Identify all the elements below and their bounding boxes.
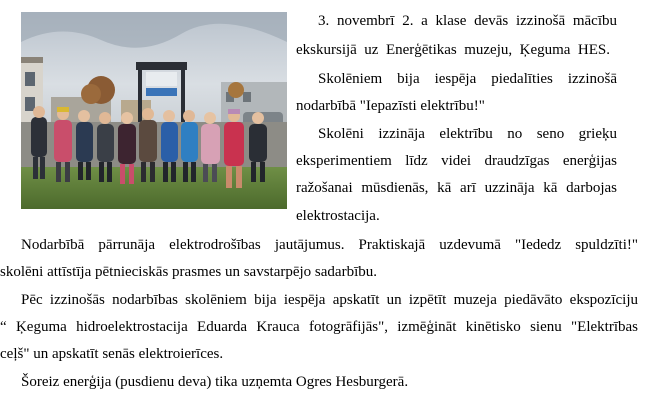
paragraph-5-line-3: ceļš" un apskatīt senās elektroierīces. — [0, 346, 224, 362]
paragraph-3-line-4: elektrostacija. — [296, 208, 380, 224]
paragraph-4-line-1: Nodarbībā pārrunāja elektrodrošības jautājumus. Praktiskajā uzdevumā "Iededz spuldzīti!" — [21, 237, 638, 253]
group-photo-image — [21, 12, 287, 209]
paragraph-1-line-2: ekskursijā uz Enerģētikas muzeju, Ķeguma HES. — [296, 42, 610, 58]
paragraph-3-line-2: eksperimentiem līdz videi draudzīgas enerģijas — [296, 153, 617, 169]
paragraph-3-line-1: Skolēni izzināja elektrību no seno grieķu — [318, 126, 617, 142]
paragraph-5-line-2: “ Ķeguma hidroelektrostacija Eduarda Krauca fotogrāfijās", izmēģināt kinētisko sienu "Elektrības — [0, 319, 638, 335]
paragraph-6-line-1: Šoreiz enerģija (pusdienu deva) tika uzņemta Ogres Hesburgerā. — [21, 374, 409, 390]
paragraph-4-line-2: skolēni attīstīja pētnieciskās prasmes un savstarpējo sadarbību. — [0, 264, 377, 280]
group-photo — [21, 12, 287, 209]
paragraph-1-line-1: 3. novembrī 2. a klase devās izzinošā mācību — [318, 13, 617, 29]
paragraph-2-line-1: Skolēniem bija iespēja piedalīties izzinošā — [318, 71, 617, 87]
paragraph-2-line-2: nodarbībā "Iepazīsti elektrību!" — [296, 98, 485, 114]
paragraph-5-line-1: Pēc izzinošās nodarbības skolēniem bija iespēja apskatīt un izpētīt muzeja piedāvāto ekspozīciju — [21, 292, 638, 308]
paragraph-3-line-3: ražošanai mūsdienās, kā arī uzzināja kā darbojas — [296, 180, 617, 196]
